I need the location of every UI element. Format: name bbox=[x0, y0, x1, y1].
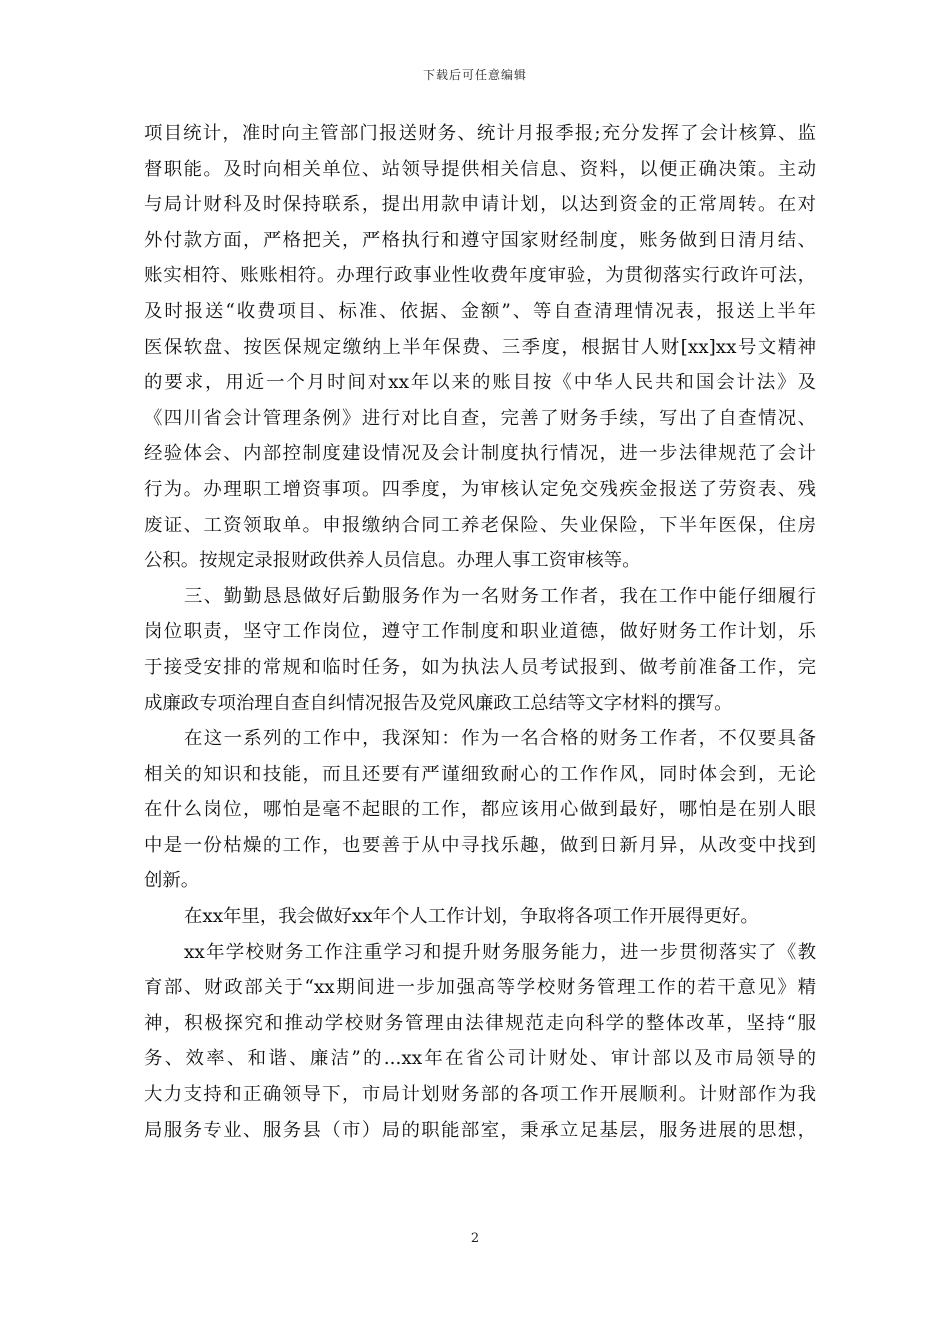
text-line: 中是一份枯燥的工作，也要善于从中寻找乐趣，做到日新月异，从改变中找到 bbox=[144, 834, 816, 856]
text-line: 在这一系列的工作中，我深知：作为一名合格的财务工作者，不仅要具备 bbox=[184, 728, 816, 750]
text-line: 督职能。及时向相关单位、站领导提供相关信息、资料，以便正确决策。主动 bbox=[144, 158, 816, 180]
text-line: 育部、财政部关于“xx期间进一步加强高等学校财务管理工作的若干意见》精 bbox=[144, 977, 816, 999]
text-line: xx年学校财务工作注重学习和提升财务服务能力，进一步贯彻落实了《教 bbox=[184, 941, 816, 963]
text-line: 大力支持和正确领导下，市局计划财务部的各项工作开展顺利。计财部作为我 bbox=[144, 1084, 816, 1106]
text-line: 项目统计，准时向主管部门报送财务、统计月报季报;充分发挥了会计核算、监 bbox=[144, 123, 816, 144]
text-line: 局服务专业、服务县（市）局的职能部室，秉承立足基层，服务进展的思想， bbox=[144, 1119, 816, 1141]
text-line: 三、勤勤恳恳做好后勤服务作为一名财务工作者，我在工作中能仔细履行 bbox=[184, 585, 816, 607]
text-line: 于接受安排的常规和临时任务，如为执法人员考试报到、做考前准备工作，完 bbox=[144, 656, 816, 678]
text-line: 成廉政专项治理自查自纠情况报告及党风廉政工总结等文字材料的撰写。 bbox=[144, 692, 733, 714]
text-line: 在什么岗位，哪怕是毫不起眼的工作，都应该用心做到最好，哪怕是在别人眼 bbox=[144, 799, 816, 821]
text-line: 岗位职责，坚守工作岗位，遵守工作制度和职业道德，做好财务工作计划，乐 bbox=[144, 621, 816, 643]
text-line: 的要求，用近一个月时间对xx年以来的账目按《中华人民共和国会计法》及 bbox=[144, 372, 816, 394]
text-line: 行为。办理职工增资事项。四季度，为审核认定免交残疾金报送了劳资表、残 bbox=[144, 478, 816, 500]
document-body bbox=[144, 116, 816, 1148]
text-line: 医保软盘、按医保规定缴纳上半年保费、三季度，根据甘人财[xx]xx号文精神 bbox=[144, 336, 816, 358]
text-line: 创新。 bbox=[144, 870, 200, 892]
text-line: 在xx年里，我会做好xx年个人工作计划，争取将各项工作开展得更好。 bbox=[184, 906, 759, 928]
page-number: 2 bbox=[470, 1231, 480, 1246]
text-line: 废证、工资领取单。申报缴纳合同工养老保险、失业保险，下半年医保，住房 bbox=[144, 514, 816, 536]
text-line: 公积。按规定录报财政供养人员信息。办理人事工资审核等。 bbox=[144, 550, 641, 572]
text-line: 相关的知识和技能，而且还要有严谨细致耐心的工作作风，同时体会到，无论 bbox=[144, 763, 816, 785]
text-line: 《四川省会计管理条例》进行对比自查，完善了财务手续，写出了自查情况、 bbox=[144, 407, 816, 429]
text-line: 经验体会、内部控制度建设情况及会计制度执行情况，进一步法律规范了会计 bbox=[144, 443, 816, 465]
text-line: 神，积极探究和推动学校财务管理由法律规范走向科学的整体改革，坚持“服 bbox=[144, 1012, 816, 1034]
text-line: 务、效率、和谐、廉洁”的...xx年在省公司计财处、审计部以及市局领导的 bbox=[144, 1048, 816, 1070]
page-header: 下载后可任意编辑 bbox=[422, 68, 527, 82]
text-line: 及时报送“收费项目、标准、依据、金额”、等自查清理情况表，报送上半年 bbox=[144, 300, 816, 322]
text-line: 外付款方面，严格把关，严格执行和遵守国家财经制度，账务做到日清月结、 bbox=[144, 229, 816, 251]
text-line: 账实相符、账账相符。办理行政事业性收费年度审验，为贯彻落实行政许可法， bbox=[144, 265, 816, 287]
text-line: 与局计财科及时保持联系，提出用款申请计划，以达到资金的正常周转。在对 bbox=[144, 194, 816, 216]
